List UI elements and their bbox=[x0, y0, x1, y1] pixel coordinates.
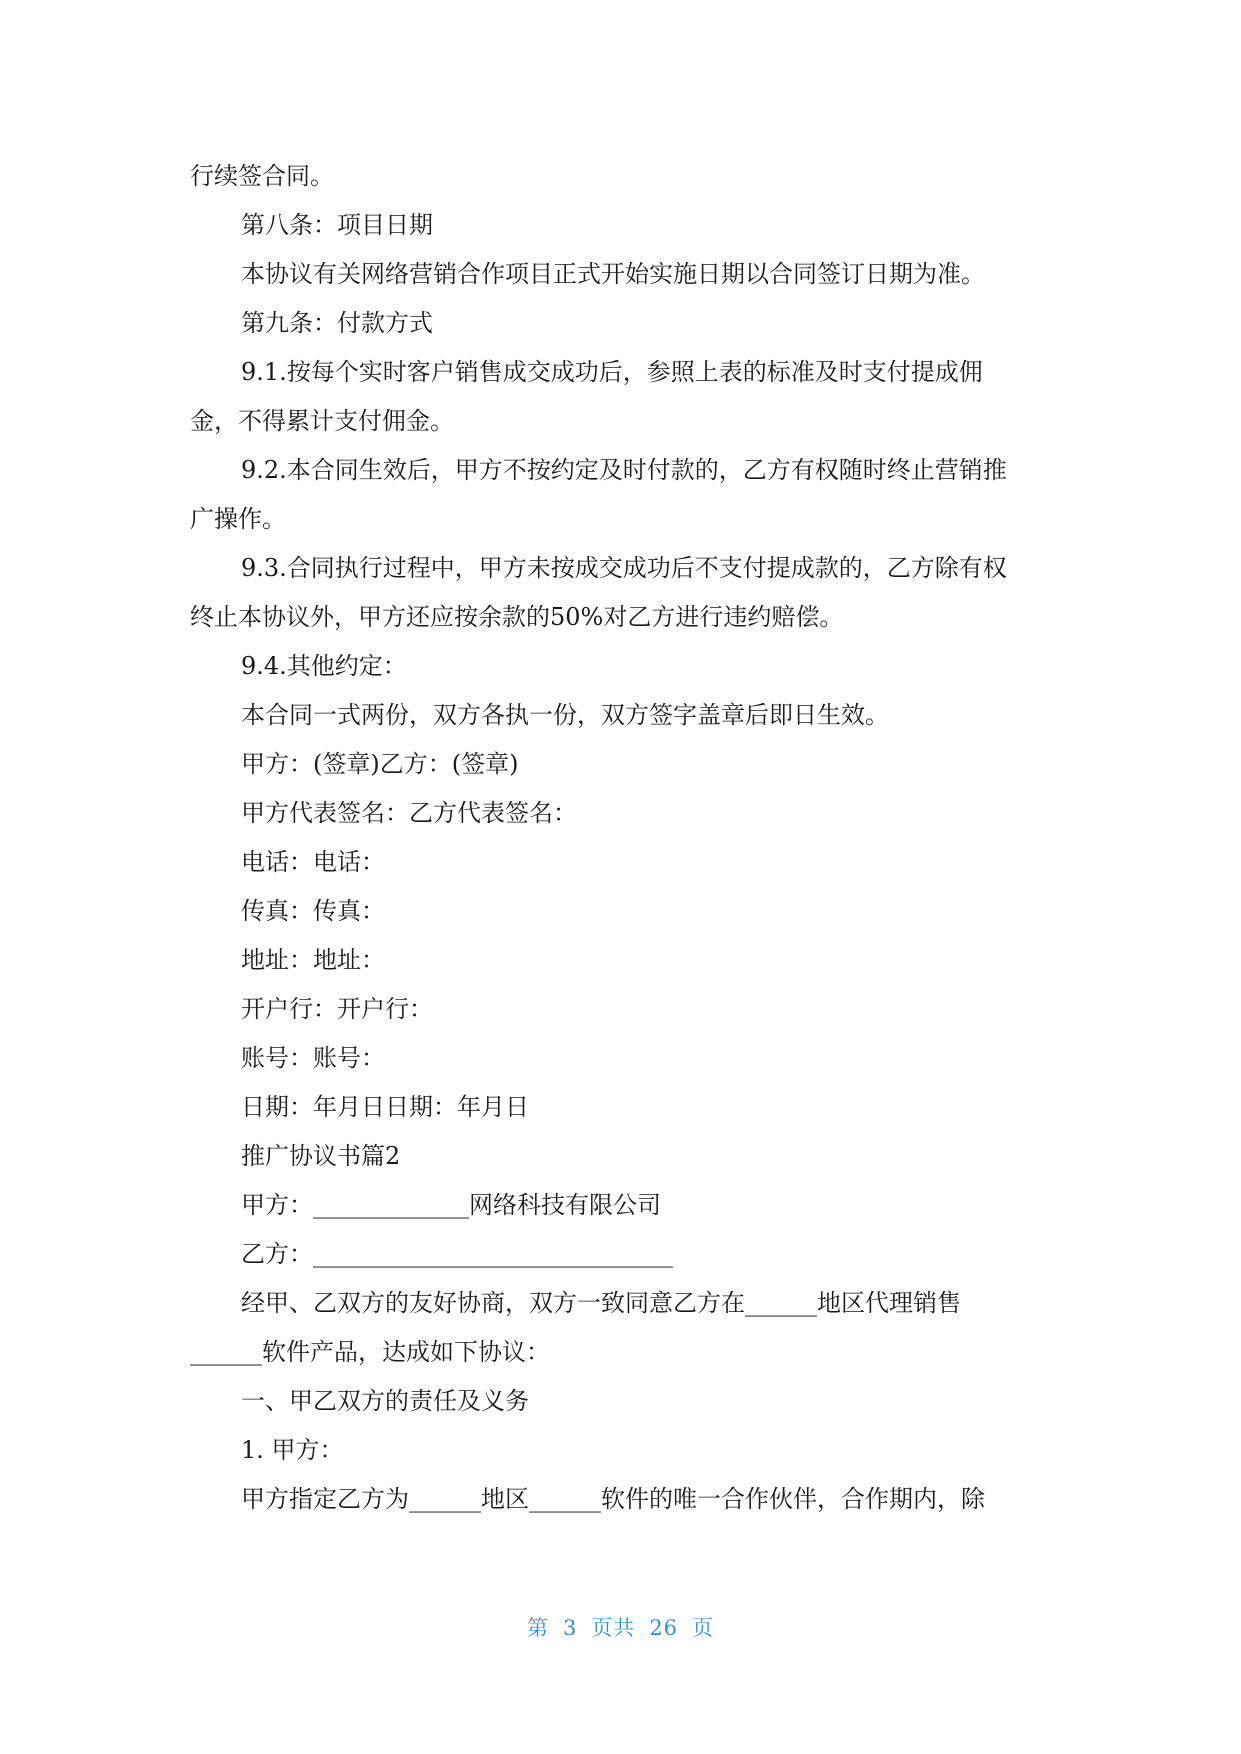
document-line: 金，不得累计支付佣金。 bbox=[190, 407, 454, 435]
footer-prefix: 第 bbox=[526, 1616, 549, 1640]
document-line: 甲方：_____________网络科技有限公司 bbox=[241, 1191, 661, 1219]
document-line: 账号：账号： bbox=[241, 1044, 385, 1072]
document-line: 甲方指定乙方为______地区______软件的唯一合作伙伴，合作期内，除 bbox=[241, 1485, 985, 1513]
document-line: 本协议有关网络营销合作项目正式开始实施日期以合同签订日期为准。 bbox=[241, 260, 985, 288]
document-line: 推广协议书篇2 bbox=[241, 1142, 401, 1170]
document-line: 日期：年月日日期：年月日 bbox=[241, 1093, 529, 1121]
document-line: 传真：传真： bbox=[241, 897, 385, 925]
document-line: 9.1.按每个实时客户销售成交成功后，参照上表的标准及时支付提成佣 bbox=[241, 358, 983, 386]
document-line: 甲方：(签章)乙方：(签章) bbox=[241, 750, 519, 778]
page-footer bbox=[0, 1612, 1241, 1642]
footer-middle: 页共 bbox=[591, 1616, 636, 1640]
document-body bbox=[190, 152, 1050, 1524]
document-line: 9.4.其他约定： bbox=[241, 652, 407, 680]
footer-suffix: 页 bbox=[692, 1616, 715, 1640]
document-line: 第九条：付款方式 bbox=[241, 309, 433, 337]
document-line: 开户行：开户行： bbox=[241, 995, 433, 1023]
document-line: 电话：电话： bbox=[241, 848, 385, 876]
document-line: 地址：地址： bbox=[241, 946, 385, 974]
document-line: 甲方代表签名：乙方代表签名： bbox=[241, 799, 577, 827]
document-line: 终止本协议外，甲方还应按余款的50%对乙方进行违约赔偿。 bbox=[190, 603, 844, 631]
document-line: 第八条：项目日期 bbox=[241, 211, 433, 239]
document-line: 经甲、乙双方的友好协商，双方一致同意乙方在______地区代理销售 bbox=[241, 1289, 961, 1317]
document-line: 本合同一式两份，双方各执一份，双方签字盖章后即日生效。 bbox=[241, 701, 889, 729]
footer-current-page: 3 bbox=[562, 1616, 578, 1640]
document-line: 1. 甲方： bbox=[241, 1436, 344, 1464]
document-line: ______软件产品，达成如下协议： bbox=[190, 1338, 550, 1366]
document-line: 乙方：______________________________ bbox=[241, 1240, 673, 1268]
document-line: 9.3.合同执行过程中，甲方未按成交成功后不支付提成款的，乙方除有权 bbox=[241, 554, 1007, 582]
document-line: 广操作。 bbox=[190, 505, 286, 533]
document-line: 行续签合同。 bbox=[190, 162, 334, 190]
footer-total-pages: 26 bbox=[649, 1616, 679, 1640]
document-line: 一、甲乙双方的责任及义务 bbox=[241, 1387, 529, 1415]
document-line: 9.2.本合同生效后，甲方不按约定及时付款的，乙方有权随时终止营销推 bbox=[241, 456, 1007, 484]
